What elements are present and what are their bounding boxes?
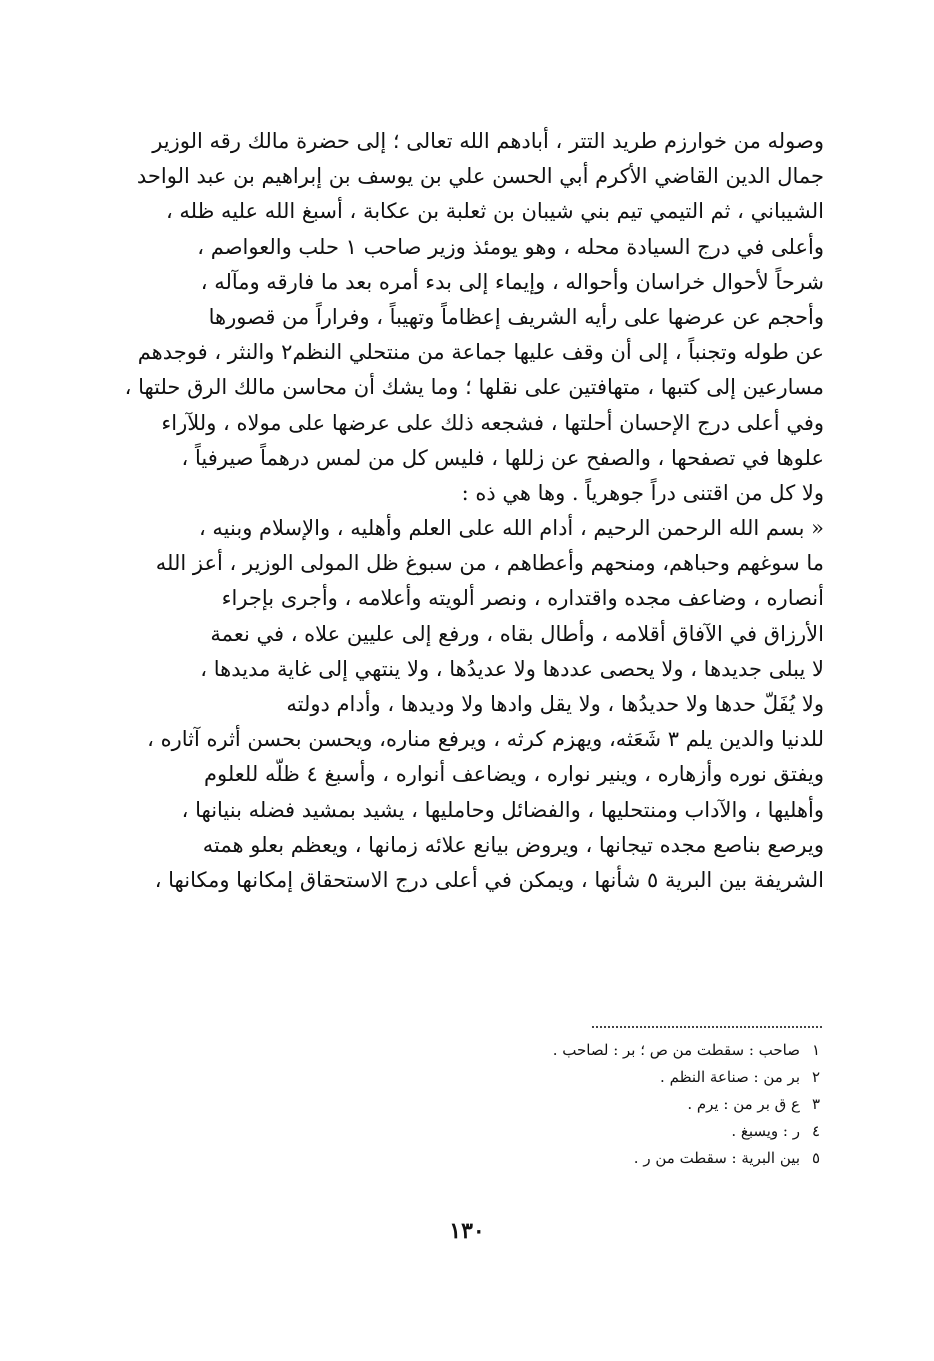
text-line: ولا كل من اقتنى دراً جوهرياً . وها هي ذه : bbox=[461, 480, 824, 505]
text-line: ويفتق نوره وأزهاره ، وينير نواره ، ويضاعف أنواره ، وأسبغ ٤ ظلّه للعلوم bbox=[203, 762, 824, 787]
text-line: أنصاره ، وضاعف مجده واقتداره ، ونصر ألويته وأعلامه ، وأجرى بإجراء bbox=[221, 586, 824, 611]
text-line: عن طوله وتجنباً ، إلى أن وقف عليها جماعة من منتحلي النظم٢ والنثر ، فوجدهم bbox=[137, 340, 824, 365]
footnote-separator bbox=[592, 1026, 822, 1028]
footnote bbox=[350, 1037, 820, 1064]
footnote bbox=[350, 1145, 820, 1172]
footnote-text: ر : ويسبغ . bbox=[731, 1122, 800, 1140]
text-line: لا يبلى جديدها ، ولا يحصى عددها ولا عديدُها ، ولا ينتهي إلى غاية مديدها ، bbox=[200, 656, 824, 681]
footnote-text: ع ق بر من : يرم . bbox=[687, 1095, 800, 1113]
footnote-number: ٢ bbox=[811, 1068, 820, 1086]
footnote bbox=[350, 1064, 820, 1091]
footnote-number: ٣ bbox=[811, 1095, 820, 1113]
footnote-text: بين البرية : سقطت من ر . bbox=[633, 1149, 800, 1167]
footnotes bbox=[350, 1037, 820, 1172]
text-line: وأعلى في درج السيادة محله ، وهو يومئذ وزير صاحب ١ حلب والعواصم ، bbox=[197, 234, 824, 259]
text-line: وأهليها ، والآداب ومنتحليها ، والفضائل وحامليها ، يشيد بمشيد فضله بنيانها ، bbox=[181, 797, 824, 822]
main-text bbox=[100, 124, 824, 898]
footnote-number: ١ bbox=[811, 1041, 820, 1059]
text-line: ولا يُفَلّ حدها ولا حديدُها ، ولا يقل وادها ولا وديدها ، وأدام دولته bbox=[286, 692, 824, 716]
text-line: للدنيا والدين يلم ٣ شَعَثه، ويهزم كرثه ، ويرفع مناره، ويحسن بحسن أثره آثاره ، bbox=[147, 727, 824, 752]
text-line: ويرصع بناصع مجده تيجانها ، ويروض بيانع علائه زمانها ، ويعظم بعلو همته bbox=[202, 832, 824, 857]
footnote-number: ٤ bbox=[811, 1122, 820, 1140]
text-line: الشريفة بين البرية ٥ شأنها ، ويمكن في أعلى درج الاستحقاق إمكانها ومكانها ، bbox=[154, 867, 824, 892]
text-line: جمال الدين القاضي الأكرم أبي الحسن علي بن يوسف بن إبراهيم بن عبد الواحد bbox=[136, 164, 824, 189]
text-line: وفي أعلى درج الإحسان أحلتها ، فشجعه ذلك على عرضها على مولاه ، وللآراء bbox=[161, 410, 824, 435]
footnote bbox=[350, 1091, 820, 1118]
page-number: ١٣٠ bbox=[449, 1218, 485, 1244]
footnote-text: بر من : صناعة النظم . bbox=[660, 1068, 800, 1086]
text-line: علوها في تصفحها ، والصفح عن زللها ، فليس كل من لمس درهماً صيرفياً ، bbox=[181, 445, 824, 470]
footnote-number: ٥ bbox=[811, 1149, 820, 1167]
text-line: ما سوغهم وحباهم، ومنحهم وأعطاهم ، من سبوغ ظل المولى الوزير ، أعز الله bbox=[155, 551, 824, 576]
text-line: شرحاً لأحوال خراسان وأحواله ، وإيماء إلى بدء أمره بعد ما فارقه ومآله ، bbox=[200, 269, 824, 294]
footnote bbox=[350, 1118, 820, 1145]
text-line: مسارعين إلى كتبها ، متهافتين على نقلها ؛ وما يشك أن محاسن مالك الرق حلتها ، bbox=[124, 375, 824, 400]
text-line: وصوله من خوارزم طريد التتر ، أبادهم الله تعالى ؛ إلى حضرة مالك رقه الوزير bbox=[152, 129, 824, 153]
text-line: « بسم الله الرحمن الرحيم ، أدام الله على العلم وأهليه ، والإسلام وبنيه ، bbox=[198, 516, 824, 541]
text-line: وأحجم عن عرضها على رأيه الشريف إعظاماً وتهيباً ، وفراراً من قصورها bbox=[208, 304, 824, 329]
text-line: الشيباني ، ثم التيمي تيم بني شيبان بن ثعلبة بن عكابة ، أسبغ الله عليه ظله ، bbox=[165, 199, 824, 224]
footnote-text: صاحب : سقطت من ص ؛ بر : لصاحب . bbox=[552, 1041, 800, 1059]
text-line: الأرزاق في الآفاق أقلامه ، وأطال بقاه ، ورفع إلى عليين علاه ، في نعمة bbox=[210, 621, 824, 646]
